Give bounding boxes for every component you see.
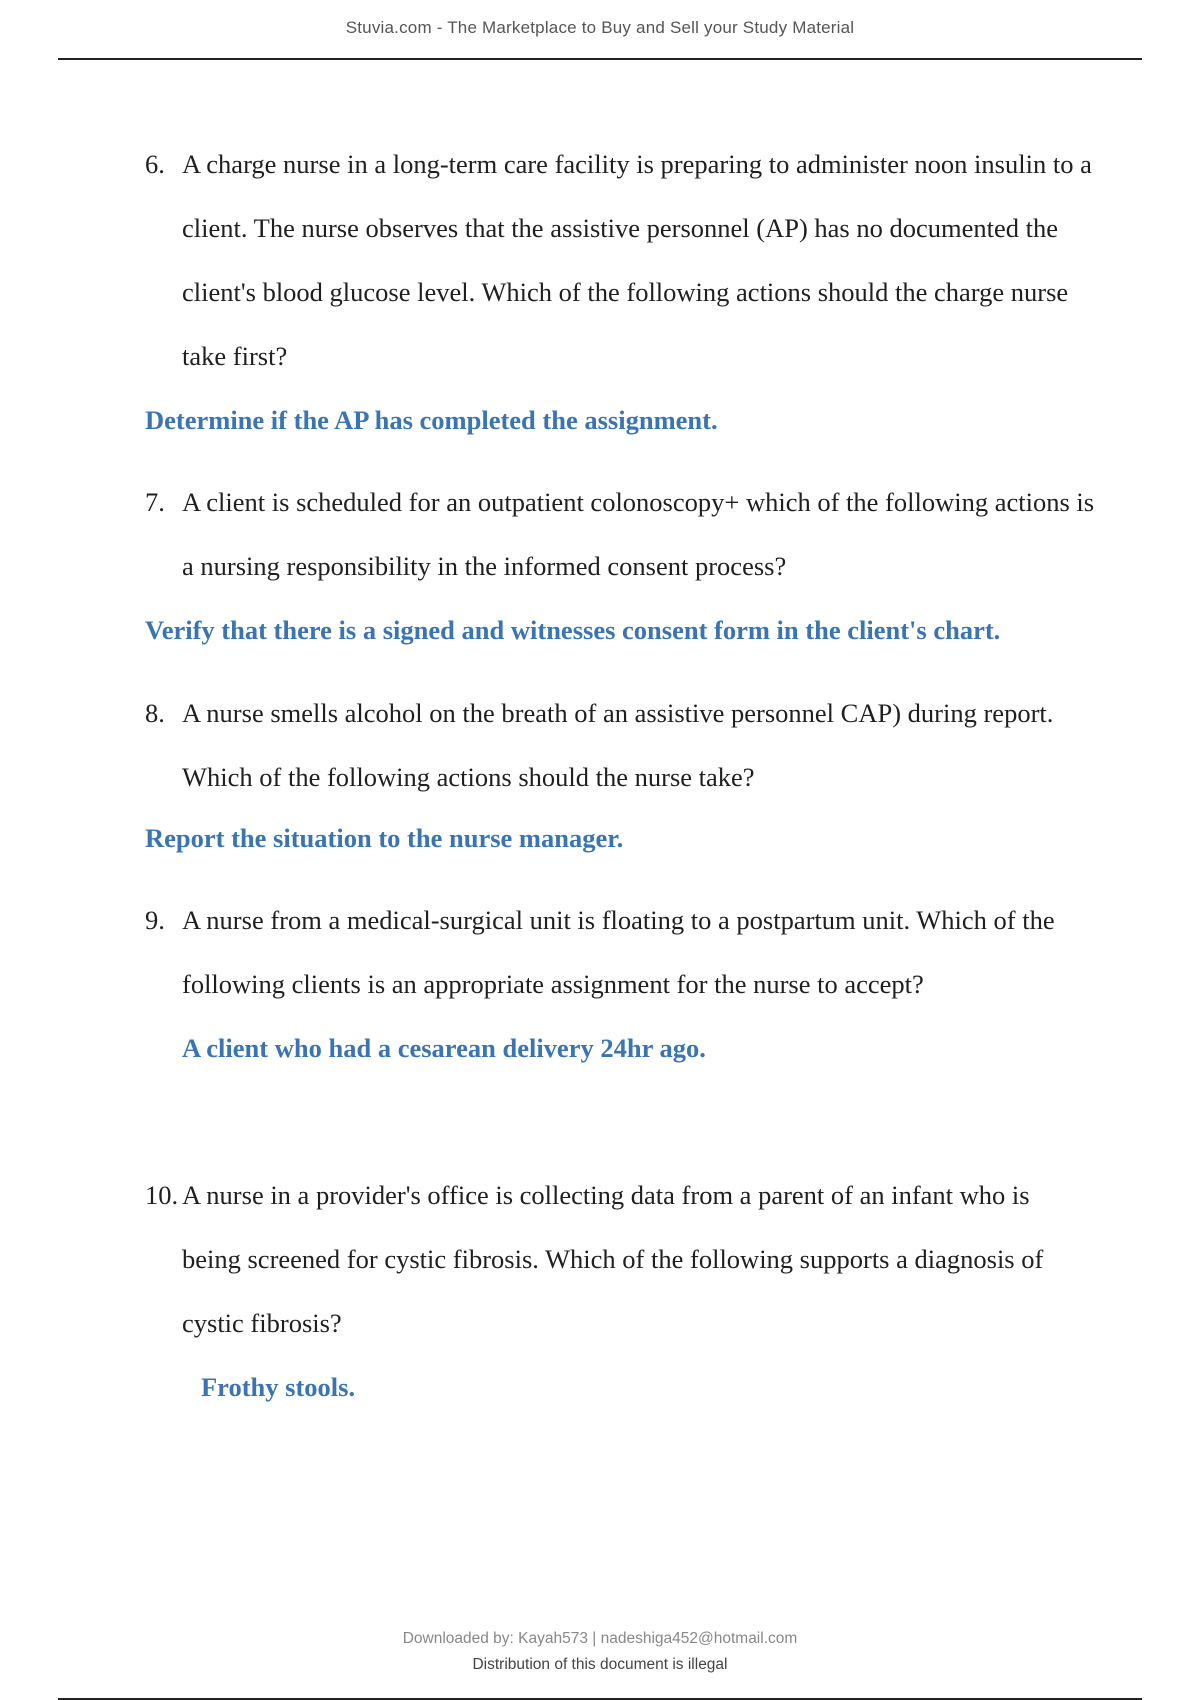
question-number: 6. (145, 149, 165, 179)
question-9 (145, 888, 1095, 1016)
question-text: A client is scheduled for an outpatient colonoscopy+ which of the following actions is a nursing responsibility in the informed consent process? (182, 487, 1095, 581)
header-text: Stuvia.com - The Marketplace to Buy and Sell your Study Material (345, 18, 855, 37)
question-number: 9. (145, 905, 165, 935)
page-footer (58, 1620, 1142, 1700)
question-7 (145, 470, 1095, 598)
answer-8: Report the situation to the nurse manager. (145, 823, 624, 853)
question-number: 8. (145, 698, 165, 728)
answer-7: Verify that there is a signed and witnesses consent form in the client's chart. (145, 615, 1001, 645)
question-text: A nurse smells alcohol on the breath of an assistive personnel CAP) during report. Which of the following actions should the nurse take? (182, 698, 1054, 792)
question-text: A nurse in a provider's office is collecting data from a parent of an infant who is being screened for cystic fibrosis. Which of the following supports a diagnosis of cystic fibrosis? (182, 1180, 1044, 1338)
question-text: A nurse from a medical-surgical unit is floating to a postpartum unit. Which of the following clients is an appropriate assignment for the nurse to accept? (182, 905, 1055, 999)
question-number: 10. (145, 1180, 179, 1210)
answer-9: A client who had a cesarean delivery 24hr ago. (182, 1033, 706, 1063)
downloaded-by-text: Downloaded by: Kayah573 | nadeshiga452@hotmail.com (402, 1630, 798, 1647)
answer-6: Determine if the AP has completed the assignment. (145, 405, 718, 435)
question-10 (145, 1163, 1095, 1355)
distribution-notice: Distribution of this document is illegal (472, 1656, 728, 1673)
answer-10: Frothy stools. (201, 1372, 356, 1402)
question-8 (145, 681, 1095, 809)
question-text: A charge nurse in a long-term care facility is preparing to administer noon insulin to a client. The nurse observes that the assistive personnel (AP) has no documented the client's blood glucose level. Which of the following actions should the charge nurse take first? (182, 149, 1092, 371)
question-number: 7. (145, 487, 165, 517)
question-6 (145, 132, 1095, 388)
